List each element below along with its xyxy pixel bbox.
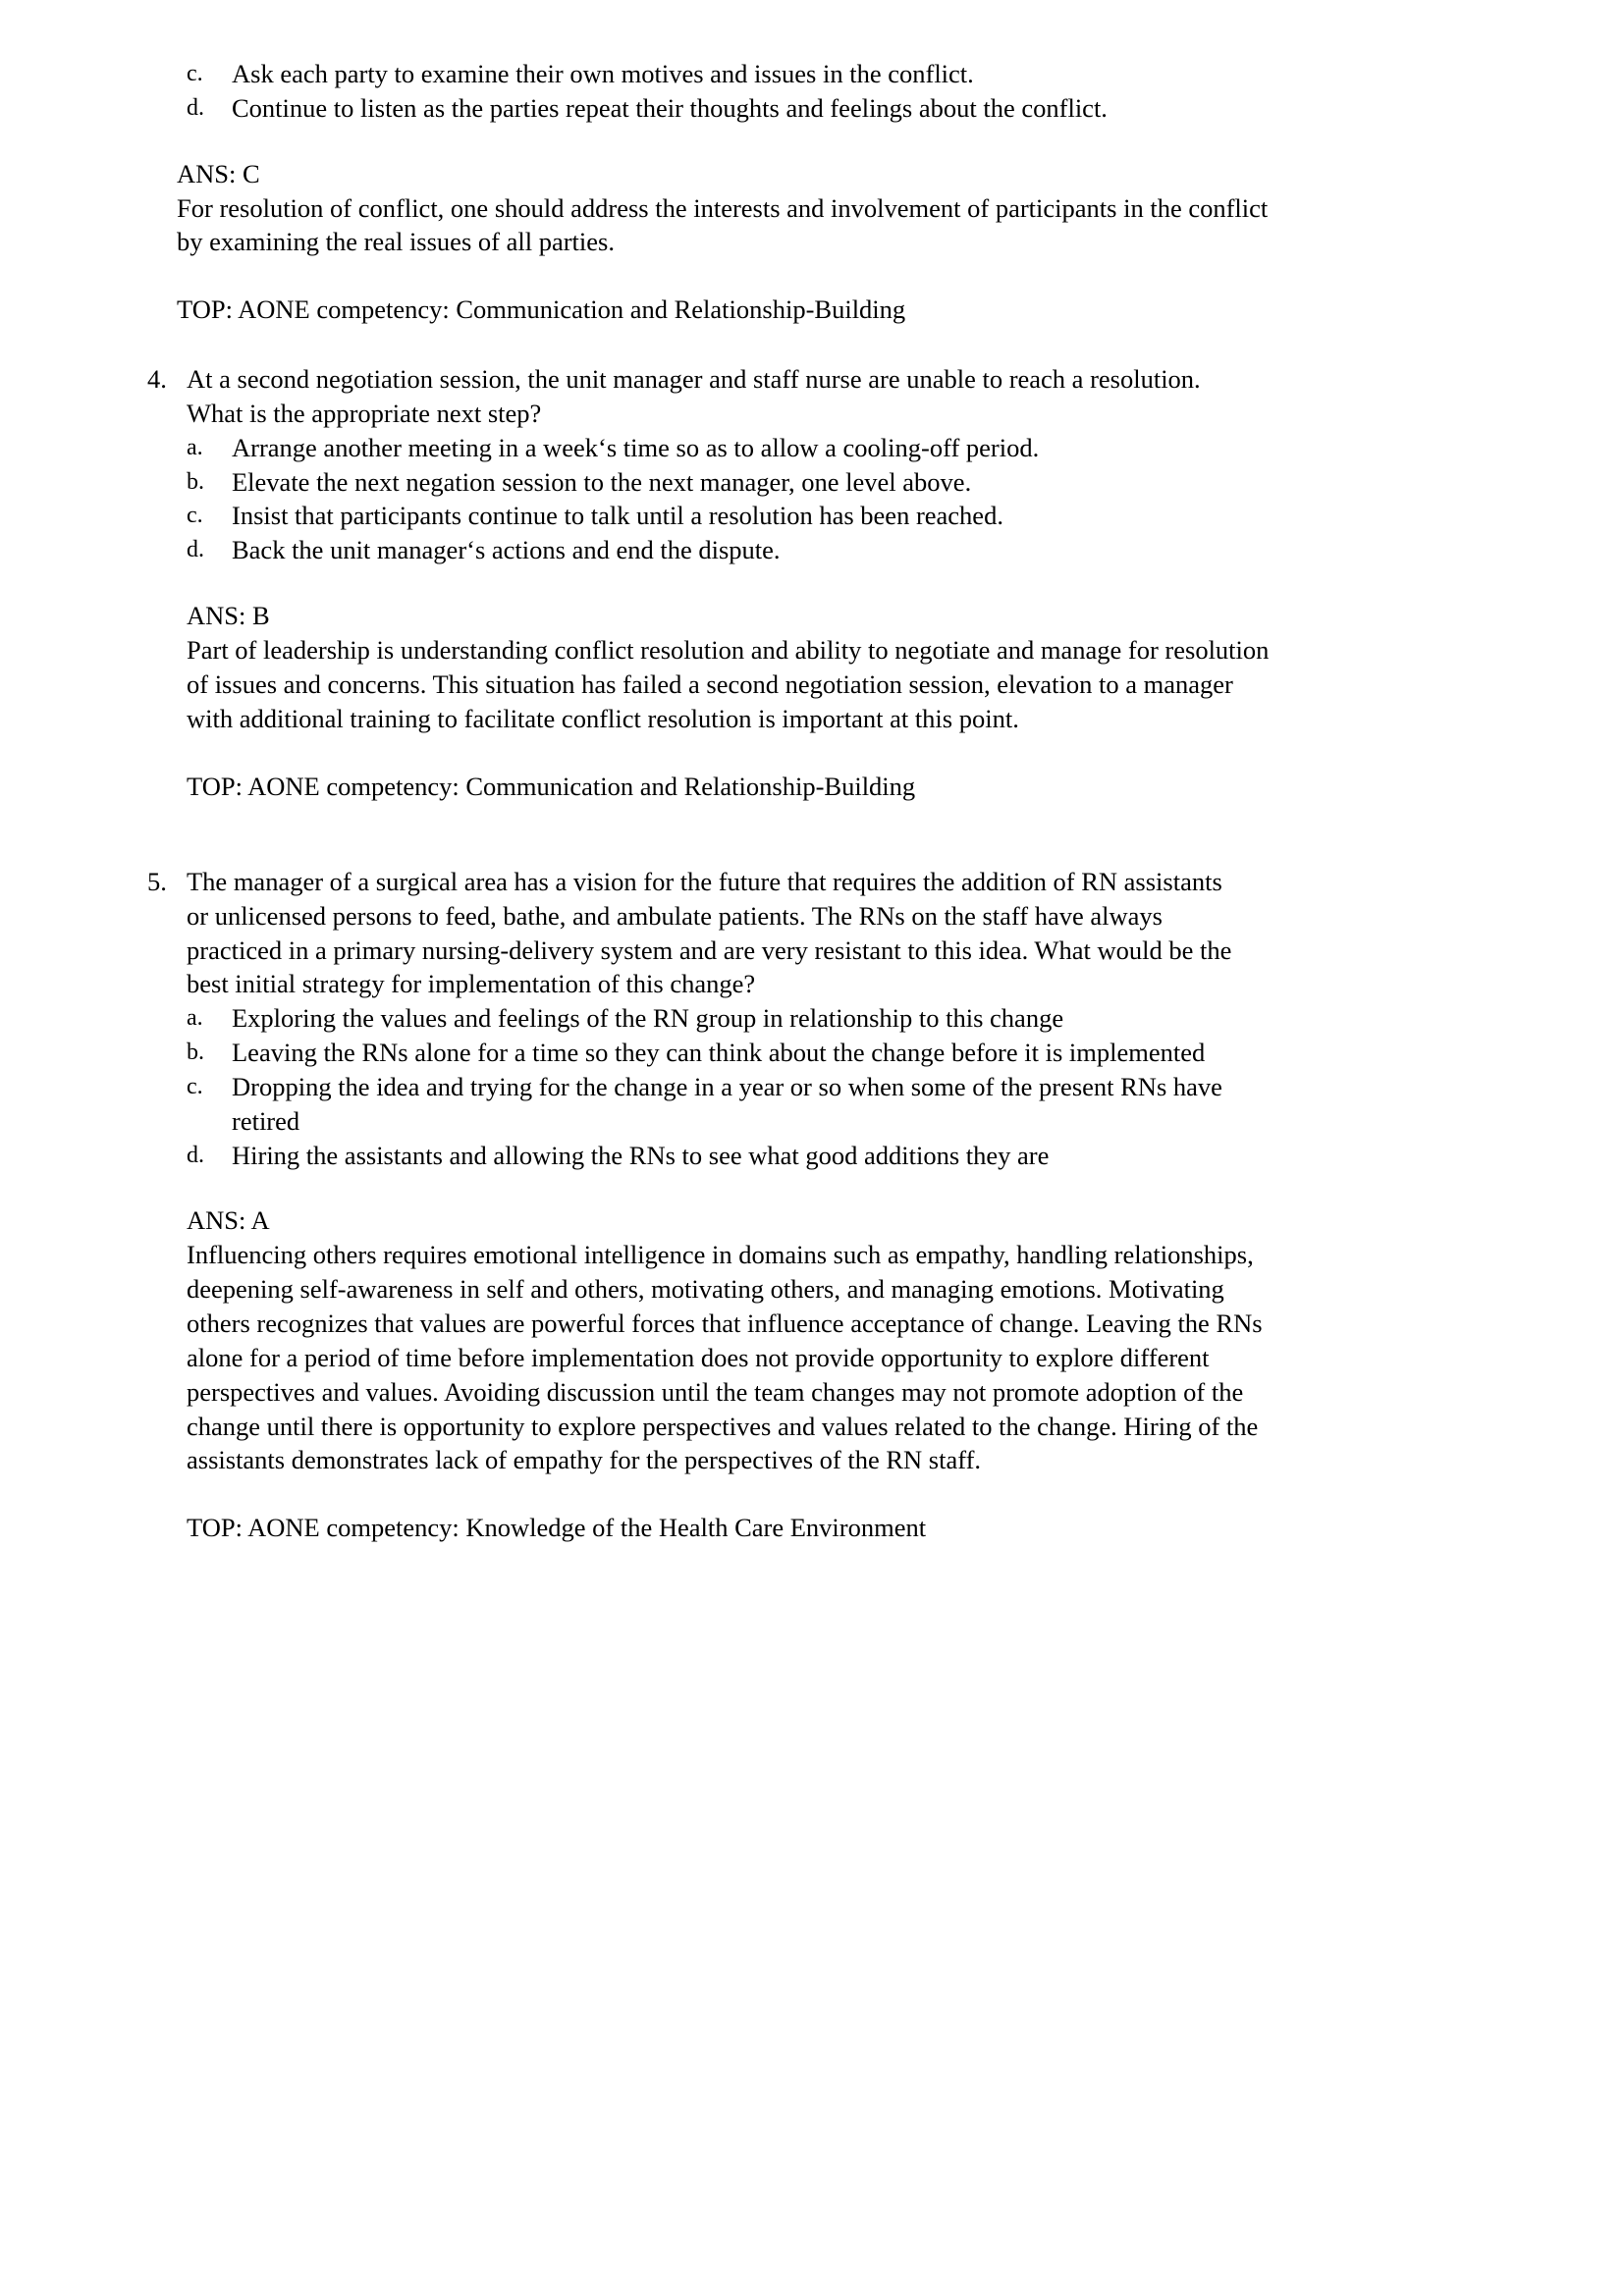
answer-label: ANS: A: [187, 1205, 270, 1236]
question-stem: At a second negotiation session, the unit manager and staff nurse are unable to reach a resolution. What is the appropriate next step?: [187, 364, 1201, 428]
answer-label: ANS: B: [187, 601, 270, 631]
question-stem: The manager of a surgical area has a vision for the future that requires the addition of RN assistants or unlicensed persons to feed, bathe, and ambulate patients. The RNs on the staff have always practiced in a primary nursing-delivery system and are very resistant to this idea. What would be the best initial strategy for implementation of this change?: [187, 866, 1232, 999]
answer-block: [177, 157, 1506, 260]
question-body: [187, 865, 1506, 1572]
answer-block: [187, 1203, 1506, 1477]
option-item: [187, 91, 1506, 126]
option-marker: a.: [187, 434, 203, 460]
answer-block: [187, 599, 1506, 735]
page-bottom-whitespace: [177, 1572, 1506, 1984]
option-item: [187, 465, 1506, 500]
option-item: [187, 1001, 1506, 1036]
question-number: 4.: [147, 364, 167, 395]
option-item: [187, 431, 1506, 465]
top-competency-line: TOP: AONE competency: Communication and Relationship-Building: [187, 771, 916, 801]
top-competency-line: TOP: AONE competency: Knowledge of the Health Care Environment: [187, 1513, 927, 1543]
option-text: Exploring the values and feelings of the RN group in relationship to this change: [232, 1003, 1064, 1034]
option-text: Elevate the next negation session to the next manager, one level above.: [232, 466, 972, 497]
option-text: Continue to listen as the parties repeat their thoughts and feelings about the conflict.: [232, 92, 1108, 123]
option-item: [187, 1036, 1506, 1070]
continued-question-options: [187, 57, 1506, 126]
option-text: Hiring the assistants and allowing the RNs to see what good additions they are: [232, 1140, 1050, 1170]
answer-label: ANS: C: [177, 158, 260, 188]
option-marker: d.: [187, 1142, 204, 1168]
option-text: Insist that participants continue to talk until a resolution has been reached.: [232, 501, 1003, 531]
option-marker: c.: [187, 503, 203, 529]
option-marker: d.: [187, 537, 204, 563]
option-item: [187, 533, 1506, 567]
question-4: [147, 362, 1506, 829]
option-text: Dropping the idea and trying for the change in a year or so when some of the present RNs have retired: [232, 1071, 1222, 1136]
option-marker: c.: [187, 61, 203, 86]
option-item: [187, 1070, 1506, 1139]
option-marker: b.: [187, 468, 204, 495]
option-marker: b.: [187, 1040, 204, 1066]
answer-rationale: Part of leadership is understanding conflict resolution and ability to negotiate and manage for resolution of issues and concerns. This situation has failed a second negotiation session, elevation to a manager with additional training to facilitate conflict resolution is important at this point.: [187, 634, 1270, 733]
option-item: [187, 57, 1506, 91]
document-body: [147, 57, 1506, 1984]
option-marker: a.: [187, 1005, 203, 1032]
option-item: [187, 1139, 1506, 1173]
option-text: Leaving the RNs alone for a time so they can think about the change before it is implemented: [232, 1038, 1206, 1068]
option-text: Back the unit manager‘s actions and end the dispute.: [232, 535, 781, 565]
option-marker: d.: [187, 94, 204, 121]
question-options: [187, 431, 1506, 567]
answer-rationale: Influencing others requires emotional intelligence in domains such as empathy, handling relationships, deepening self-awareness in self and others, motivating others, and managing emotions. Motivating others recognizes that values are powerful forces that influence acceptance of change. Leaving the RNs alone for a period of time before implementation does not provide opportunity to explore different perspectives and values. Avoiding discussion until the team changes may not promote adoption of the change until there is opportunity to explore perspectives and values related to the change. Hiring of the assistants demonstrates lack of empathy for the perspectives of the RN staff.: [187, 1240, 1263, 1475]
top-competency-line: TOP: AONE competency: Communication and Relationship-Building: [177, 294, 906, 325]
question-5: [147, 865, 1506, 1572]
question-options: [187, 1001, 1506, 1172]
question-number: 5.: [147, 866, 167, 896]
answer-rationale: For resolution of conflict, one should address the interests and involvement of participants in the conflict by examining the real issues of all parties.: [177, 192, 1269, 257]
option-item: [187, 499, 1506, 533]
option-text: Ask each party to examine their own motives and issues in the conflict.: [232, 59, 974, 88]
option-marker: c.: [187, 1073, 203, 1099]
question-body: [187, 362, 1506, 829]
option-text: Arrange another meeting in a week‘s time so as to allow a cooling-off period.: [232, 432, 1040, 462]
